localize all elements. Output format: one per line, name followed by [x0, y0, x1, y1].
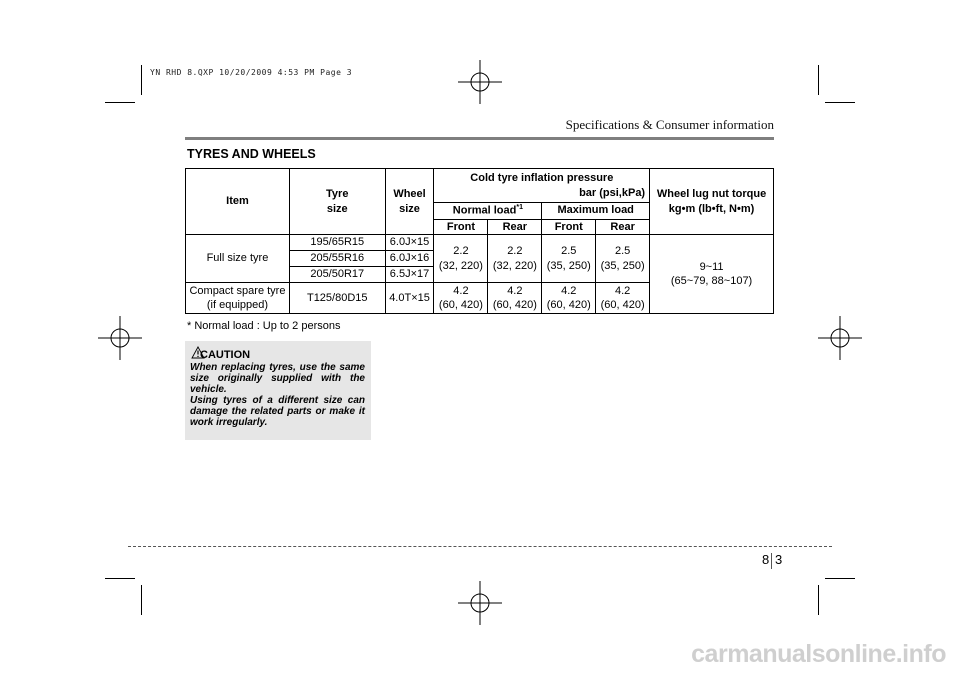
column-header-max-rear: Rear	[596, 219, 650, 235]
column-header-tyre-size: Tyre size	[289, 169, 385, 235]
column-header-item: Item	[186, 169, 290, 235]
pressure-cell: 2.5 (35, 250)	[596, 235, 650, 283]
column-header-maximum-load: Maximum load	[542, 203, 650, 220]
row-label-full-size: Full size tyre	[186, 235, 290, 283]
caution-paragraph: Using tyres of a different size can damage the related parts or make it work irregularly.	[190, 395, 365, 428]
page-number: 3	[775, 552, 783, 567]
chapter-number: 8	[762, 552, 770, 567]
column-header-torque: Wheel lug nut torque kg•m (lb•ft, N•m)	[650, 169, 774, 235]
caution-text	[190, 362, 365, 428]
pressure-cell: 4.2 (60, 420)	[596, 283, 650, 314]
caution-paragraph: When replacing tyres, use the same size originally supplied with the vehicle.	[190, 362, 365, 395]
tyres-wheels-table	[185, 168, 774, 314]
column-header-pressure: Cold tyre inflation pressure bar (psi,kPa)	[434, 169, 650, 203]
tyre-size-cell: 205/55R16	[289, 251, 385, 267]
pressure-cell: 4.2 (60, 420)	[488, 283, 542, 314]
watermark: carmanualsonline.info	[691, 640, 946, 668]
wheel-size-cell: 4.0T×15	[385, 283, 434, 314]
column-header-max-front: Front	[542, 219, 596, 235]
footer-divider	[128, 546, 832, 547]
registration-mark-icon	[456, 579, 504, 627]
header-divider	[185, 137, 774, 140]
registration-mark-icon	[456, 58, 504, 106]
column-header-normal-rear: Rear	[488, 219, 542, 235]
tyre-size-cell: 205/50R17	[289, 267, 385, 283]
tyre-size-cell: T125/80D15	[289, 283, 385, 314]
pressure-cell: 2.5 (35, 250)	[542, 235, 596, 283]
page-header-title: Specifications & Consumer information	[565, 117, 774, 132]
pressure-cell: 4.2 (60, 420)	[434, 283, 488, 314]
print-slug: YN RHD 8.QXP 10/20/2009 4:53 PM Page 3	[150, 68, 353, 77]
column-header-normal-front: Front	[434, 219, 488, 235]
section-title: TYRES AND WHEELS	[187, 147, 316, 161]
registration-mark-icon	[96, 314, 144, 362]
footnote: * Normal load : Up to 2 persons	[187, 320, 341, 332]
torque-cell: 9~11 (65~79, 88~107)	[650, 235, 774, 314]
wheel-size-cell: 6.0J×16	[385, 251, 434, 267]
column-header-normal-load: Normal load$^{*1}$	[434, 203, 542, 220]
row-label-compact-spare: Compact spare tyre (if equipped)	[186, 283, 290, 314]
caution-title: CAUTION	[200, 349, 251, 361]
table-row	[186, 235, 774, 251]
registration-mark-icon	[816, 314, 864, 362]
wheel-size-cell: 6.5J×17	[385, 267, 434, 283]
wheel-size-cell: 6.0J×15	[385, 235, 434, 251]
column-header-wheel-size: Wheel size	[385, 169, 434, 235]
tyre-size-cell: 195/65R15	[289, 235, 385, 251]
pressure-cell: 4.2 (60, 420)	[542, 283, 596, 314]
pressure-cell: 2.2 (32, 220)	[488, 235, 542, 283]
page-number-separator	[771, 553, 772, 569]
pressure-cell: 2.2 (32, 220)	[434, 235, 488, 283]
